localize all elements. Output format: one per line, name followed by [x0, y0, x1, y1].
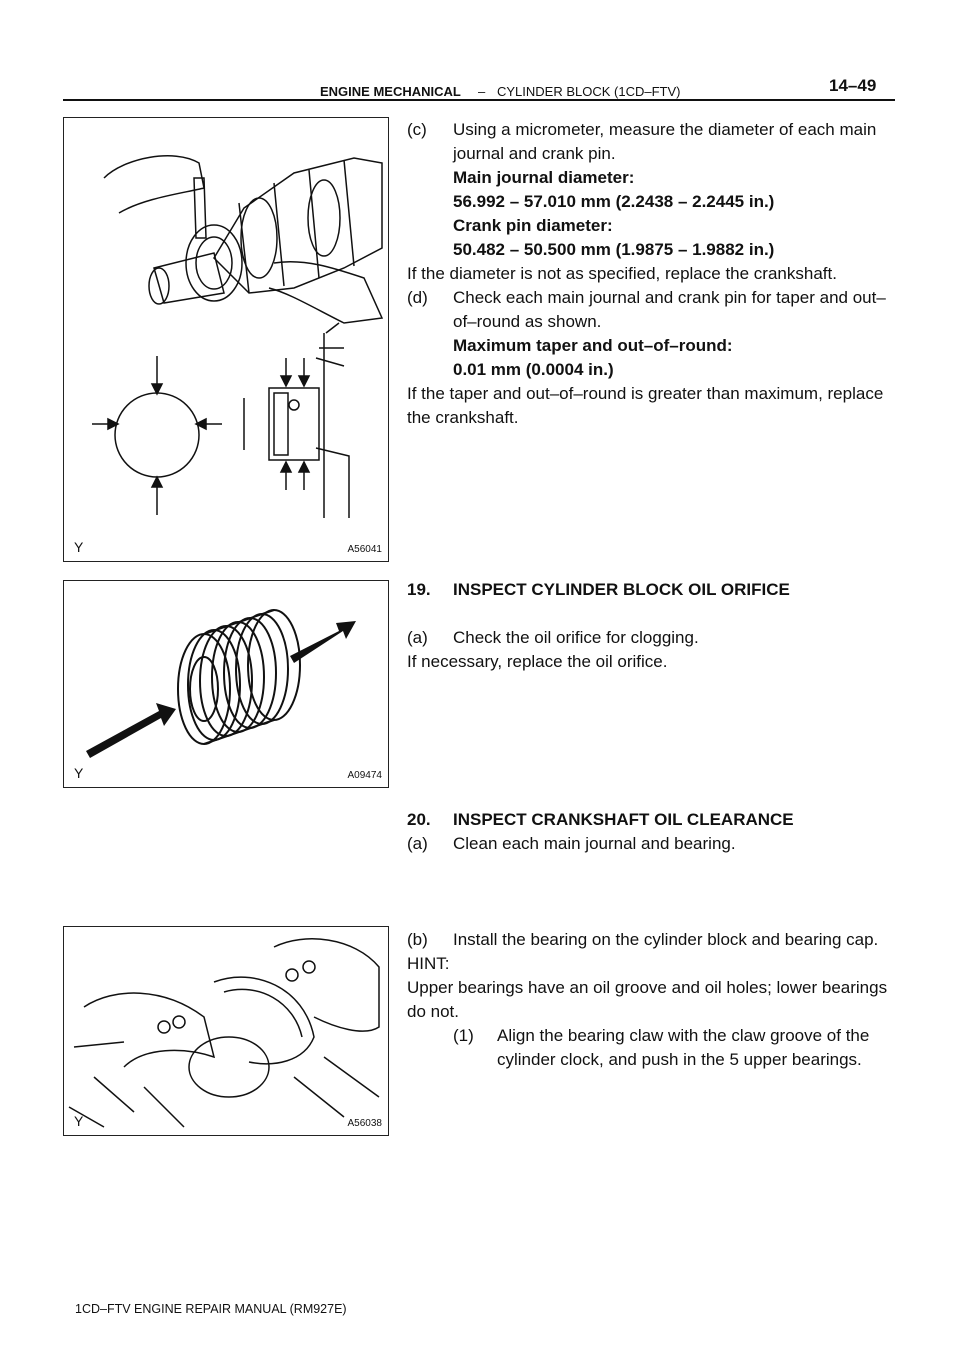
step-d-label: (d) [407, 288, 428, 307]
page-number: 14–49 [829, 76, 877, 95]
crank-pin-label: Crank pin diameter: [453, 216, 613, 235]
section-20b-text: Install the bearing on the cylinder block and bearing cap. [453, 930, 879, 949]
hint-line1: Upper bearings have an oil groove and oil holes; lower bearings [407, 978, 888, 997]
figure-bearing-install [63, 926, 389, 1136]
section-20-title: INSPECT CRANKSHAFT OIL CLEARANCE [453, 810, 794, 829]
step-d-note2: the crankshaft. [407, 408, 519, 427]
figure-corner-mark: Y [74, 539, 84, 555]
micrometer-illustration [64, 118, 387, 560]
main-journal-label: Main journal diameter: [453, 168, 635, 187]
taper-value: 0.01 mm (0.0004 in.) [453, 360, 614, 379]
step-c-line2: journal and crank pin. [453, 144, 616, 163]
main-journal-value: 56.992 – 57.010 mm (2.2438 – 2.2445 in.) [453, 192, 775, 211]
crank-pin-value: 50.482 – 50.500 mm (1.9875 – 1.9882 in.) [453, 240, 775, 259]
section-20b-label: (b) [407, 930, 428, 949]
figure-corner-mark: Y [74, 765, 84, 781]
figure-oil-orifice [63, 580, 389, 788]
hint-label: HINT: [407, 954, 450, 973]
step-d-note1: If the taper and out–of–round is greater than maximum, replace [407, 384, 884, 403]
section-title: ENGINE MECHANICAL [320, 84, 461, 99]
step-1-line2: cylinder clock, and push in the 5 upper bearings. [497, 1050, 862, 1069]
step-c-note: If the diameter is not as specified, replace the crankshaft. [407, 264, 837, 283]
step-d-line2: of–round as shown. [453, 312, 602, 331]
taper-label: Maximum taper and out–of–round: [453, 336, 733, 355]
section-19-title: INSPECT CYLINDER BLOCK OIL ORIFICE [453, 580, 790, 599]
section-20a-label: (a) [407, 834, 428, 853]
figure-micrometer [63, 117, 389, 562]
section-20a-text: Clean each main journal and bearing. [453, 834, 736, 853]
header-rule [63, 99, 895, 101]
section-20-number: 20. [407, 810, 431, 829]
figure-code: A09474 [347, 770, 382, 781]
step-1-label: (1) [453, 1026, 474, 1045]
section-19-number: 19. [407, 580, 431, 599]
figure-corner-mark: Y [74, 1113, 84, 1129]
hint-line2: do not. [407, 1002, 459, 1021]
bearing-install-illustration [64, 927, 387, 1134]
step-c-line1: Using a micrometer, measure the diameter of each main [453, 120, 877, 139]
section-19a-text: Check the oil orifice for clogging. [453, 628, 699, 647]
subsection-title: CYLINDER BLOCK (1CD–FTV) [497, 84, 681, 99]
step-c-label: (c) [407, 120, 427, 139]
step-d-line1: Check each main journal and crank pin for taper and out– [453, 288, 886, 307]
header-separator: – [478, 84, 486, 99]
figure-code: A56038 [347, 1118, 382, 1129]
section-19a-label: (a) [407, 628, 428, 647]
figure-code: A56041 [347, 544, 382, 555]
oil-orifice-illustration [64, 581, 387, 786]
section-19-note: If necessary, replace the oil orifice. [407, 652, 668, 671]
step-1-line1: Align the bearing claw with the claw groove of the [497, 1026, 870, 1045]
manual-footer: 1CD–FTV ENGINE REPAIR MANUAL (RM927E) [75, 1302, 347, 1316]
